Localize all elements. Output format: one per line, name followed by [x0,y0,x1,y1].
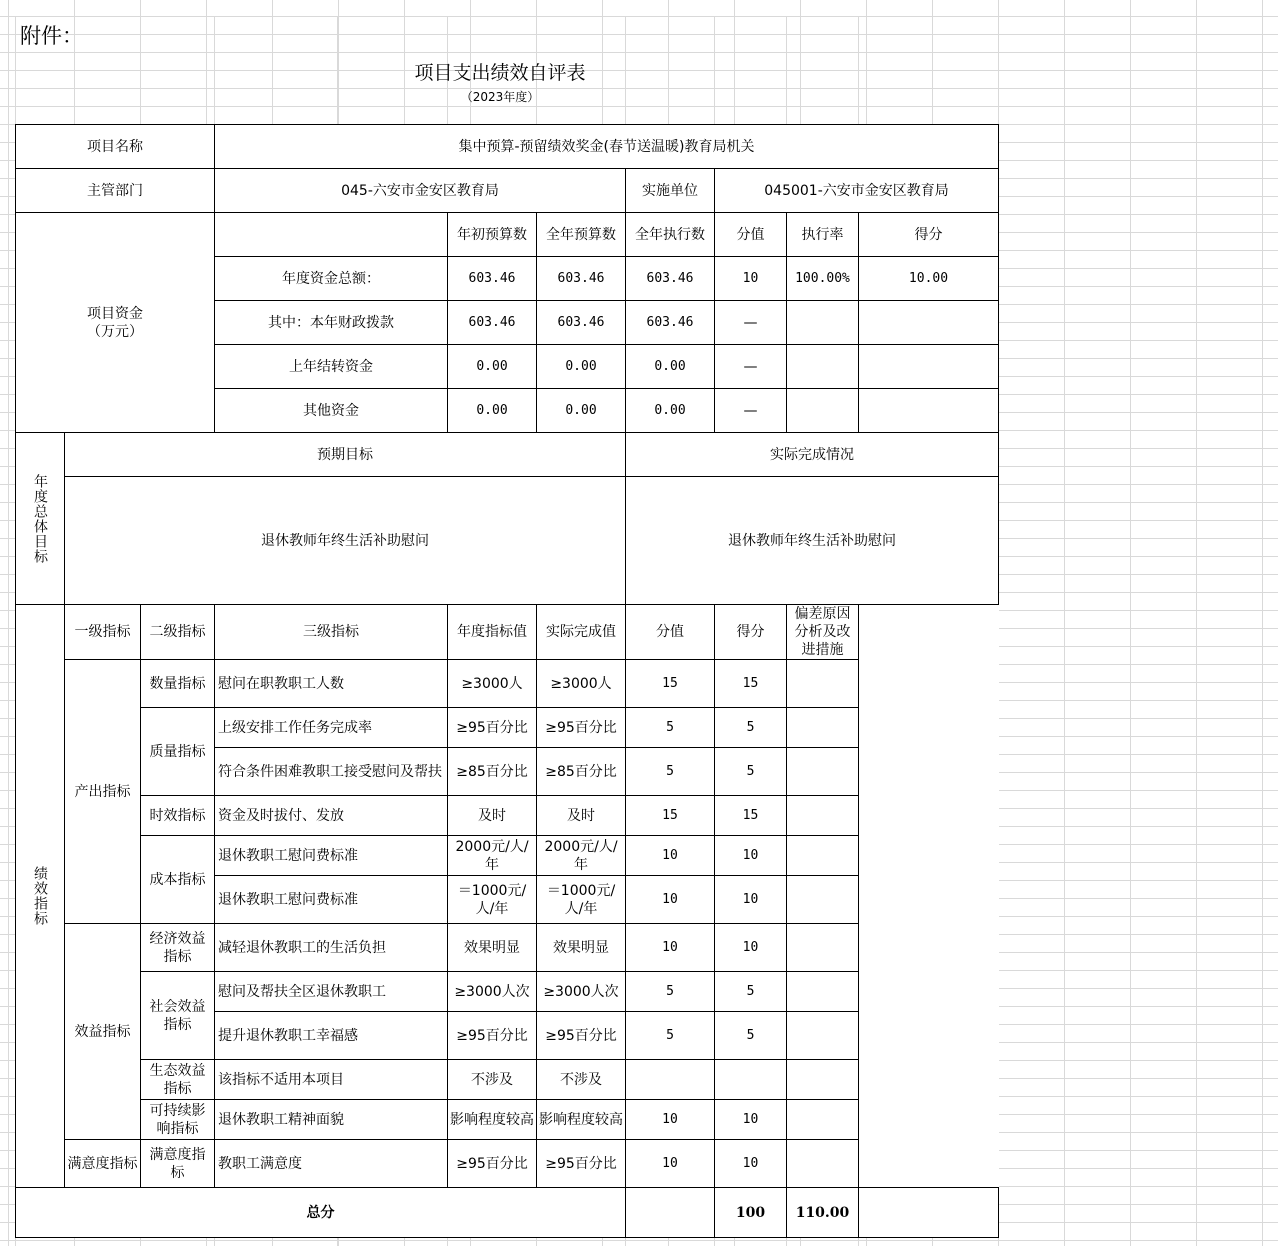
funds-cell[interactable]: 603.46 [448,301,537,345]
target-value[interactable]: ≥3000人次 [448,972,537,1012]
actual-value[interactable]: ≥85百分比 [537,748,626,796]
deviation-note[interactable] [787,1060,859,1100]
indicator-name: 该指标不适用本项目 [215,1060,448,1100]
funds-cell[interactable] [787,345,859,389]
weight[interactable]: 15 [626,660,715,708]
project-name-label: 项目名称 [16,125,215,169]
weight[interactable]: 10 [626,924,715,972]
funds-cell[interactable] [787,389,859,433]
perf-header: 得分 [715,605,787,660]
actual-value[interactable]: ≥95百分比 [537,1140,626,1188]
target-value[interactable]: ≥95百分比 [448,1140,537,1188]
level2-timeliness: 时效指标 [141,796,215,836]
funds-header-blank [215,213,448,257]
weight[interactable]: 5 [626,708,715,748]
funds-header: 全年预算数 [537,213,626,257]
funds-cell[interactable]: 603.46 [626,257,715,301]
score[interactable]: 10 [715,876,787,924]
actual-value[interactable]: 2000元/人/年 [537,836,626,876]
funds-cell[interactable] [859,345,999,389]
level1-benefit: 效益指标 [65,924,141,1140]
funds-cell[interactable] [859,301,999,345]
level2-satisfaction: 满意度指标 [141,1140,215,1188]
expected-goal-text[interactable]: 退休教师年终生活补助慰问 [65,477,626,605]
funds-cell[interactable]: 0.00 [626,389,715,433]
indicator-name: 上级安排工作任务完成率 [215,708,448,748]
funds-cell[interactable]: 603.46 [626,301,715,345]
total-label: 总分 [16,1188,626,1238]
target-value[interactable]: 影响程度较高 [448,1100,537,1140]
perf-header: 三级指标 [215,605,448,660]
funds-cell[interactable]: 0.00 [537,389,626,433]
level2-quality: 质量指标 [141,708,215,796]
funds-cell[interactable]: — [715,389,787,433]
score[interactable]: 5 [715,748,787,796]
target-value[interactable]: 2000元/人/年 [448,836,537,876]
funds-header: 执行率 [787,213,859,257]
funds-cell[interactable]: 0.00 [448,389,537,433]
weight[interactable]: 10 [626,836,715,876]
level1-satisfaction: 满意度指标 [65,1140,141,1188]
level2-ecological: 生态效益指标 [141,1060,215,1100]
funds-cell[interactable]: — [715,345,787,389]
impl-unit-value[interactable]: 045001-六安市金安区教育局 [715,169,999,213]
self-evaluation-table [15,124,999,1238]
funds-cell[interactable]: 603.46 [537,257,626,301]
target-value[interactable]: ＝1000元/人/年 [448,876,537,924]
dept-label: 主管部门 [16,169,215,213]
actual-value[interactable]: ≥3000人次 [537,972,626,1012]
funds-cell[interactable]: 603.46 [448,257,537,301]
target-value[interactable]: ≥95百分比 [448,1012,537,1060]
total-score[interactable]: 110.00 [787,1188,859,1238]
indicator-name: 退休教职工慰问费标准 [215,876,448,924]
score[interactable]: 5 [715,708,787,748]
weight[interactable]: 5 [626,972,715,1012]
weight[interactable]: 15 [626,796,715,836]
actual-completion-text[interactable]: 退休教师年终生活补助慰问 [626,477,999,605]
actual-value[interactable]: ＝1000元/人/年 [537,876,626,924]
actual-completion-header: 实际完成情况 [626,433,999,477]
target-value[interactable]: 不涉及 [448,1060,537,1100]
funds-cell[interactable]: — [715,301,787,345]
indicator-name: 提升退休教职工幸福感 [215,1012,448,1060]
total-blank [626,1188,715,1238]
indicator-name: 慰问及帮扶全区退休教职工 [215,972,448,1012]
deviation-note[interactable] [787,660,859,708]
indicator-name: 资金及时拔付、发放 [215,796,448,836]
perf-indicator-label: 绩效指标 [16,605,65,1188]
level2-social: 社会效益指标 [141,972,215,1060]
target-value[interactable]: 及时 [448,796,537,836]
actual-value[interactable]: 影响程度较高 [537,1100,626,1140]
funds-row-name: 上年结转资金 [215,345,448,389]
total-weight[interactable]: 100 [715,1188,787,1238]
funds-header: 全年执行数 [626,213,715,257]
funds-cell[interactable]: 0.00 [448,345,537,389]
deviation-note[interactable] [787,1140,859,1188]
page-title: 项目支出绩效自评表 [414,62,586,84]
funds-cell[interactable]: 0.00 [537,345,626,389]
score[interactable]: 15 [715,796,787,836]
deviation-note[interactable] [787,876,859,924]
deviation-note[interactable] [787,748,859,796]
score[interactable] [715,1060,787,1100]
year-subtitle: （2023年度） [460,90,540,104]
weight[interactable] [626,1060,715,1100]
weight[interactable]: 10 [626,876,715,924]
actual-value[interactable]: ≥3000人 [537,660,626,708]
funds-row-name: 其他资金 [215,389,448,433]
target-value[interactable]: ≥85百分比 [448,748,537,796]
deviation-note[interactable] [787,708,859,748]
level2-cost: 成本指标 [141,836,215,924]
actual-value[interactable]: ≥95百分比 [537,1012,626,1060]
deviation-note[interactable] [787,1100,859,1140]
funds-header: 分值 [715,213,787,257]
funds-row-name: 其中：本年财政拨款 [215,301,448,345]
perf-header: 年度指标值 [448,605,537,660]
score[interactable]: 10 [715,836,787,876]
level2-economic: 经济效益指标 [141,924,215,972]
target-value[interactable]: 效果明显 [448,924,537,972]
funds-cell[interactable]: 603.46 [537,301,626,345]
total-note[interactable] [859,1188,999,1238]
weight[interactable]: 5 [626,1012,715,1060]
deviation-note[interactable] [787,796,859,836]
attachment-label: 附件： [20,24,83,48]
funds-header: 得分 [859,213,999,257]
indicator-name: 符合条件困难教职工接受慰问及帮扶 [215,748,448,796]
target-value[interactable]: ≥95百分比 [448,708,537,748]
annual-goal-label: 年度总体目标 [16,433,65,605]
funds-label: 项目资金 （万元） [16,213,215,433]
actual-value[interactable]: ≥95百分比 [537,708,626,748]
deviation-note[interactable] [787,924,859,972]
target-value[interactable]: ≥3000人 [448,660,537,708]
indicator-name: 退休教职工慰问费标准 [215,836,448,876]
deviation-note[interactable] [787,1012,859,1060]
impl-unit-label: 实施单位 [626,169,715,213]
funds-cell[interactable]: 10.00 [859,257,999,301]
weight[interactable]: 5 [626,748,715,796]
actual-value[interactable]: 不涉及 [537,1060,626,1100]
level2-quantity: 数量指标 [141,660,215,708]
actual-value[interactable]: 效果明显 [537,924,626,972]
perf-header: 一级指标 [65,605,141,660]
score[interactable]: 5 [715,972,787,1012]
perf-header: 偏差原因分析及改进措施 [787,605,859,660]
funds-cell[interactable] [859,389,999,433]
project-name-value[interactable]: 集中预算-预留绩效奖金(春节送温暖)教育局机关 [215,125,999,169]
score[interactable]: 10 [715,1140,787,1188]
weight[interactable]: 10 [626,1100,715,1140]
actual-value[interactable]: 及时 [537,796,626,836]
score[interactable]: 15 [715,660,787,708]
perf-header: 二级指标 [141,605,215,660]
score[interactable]: 5 [715,1012,787,1060]
perf-header: 分值 [626,605,715,660]
perf-header: 实际完成值 [537,605,626,660]
level1-output: 产出指标 [65,660,141,924]
deviation-note[interactable] [787,836,859,876]
funds-cell[interactable]: 100.00% [787,257,859,301]
indicator-name: 慰问在职教职工人数 [215,660,448,708]
indicator-name: 减轻退休教职工的生活负担 [215,924,448,972]
funds-cell[interactable]: 10 [715,257,787,301]
funds-header: 年初预算数 [448,213,537,257]
weight[interactable]: 10 [626,1140,715,1188]
funds-cell[interactable]: 0.00 [626,345,715,389]
funds-row-name: 年度资金总额： [215,257,448,301]
funds-cell[interactable] [787,301,859,345]
indicator-name: 退休教职工精神面貌 [215,1100,448,1140]
expected-goal-header: 预期目标 [65,433,626,477]
score[interactable]: 10 [715,1100,787,1140]
dept-value[interactable]: 045-六安市金安区教育局 [215,169,626,213]
level2-sustainable: 可持续影响指标 [141,1100,215,1140]
indicator-name: 教职工满意度 [215,1140,448,1188]
score[interactable]: 10 [715,924,787,972]
deviation-note[interactable] [787,972,859,1012]
